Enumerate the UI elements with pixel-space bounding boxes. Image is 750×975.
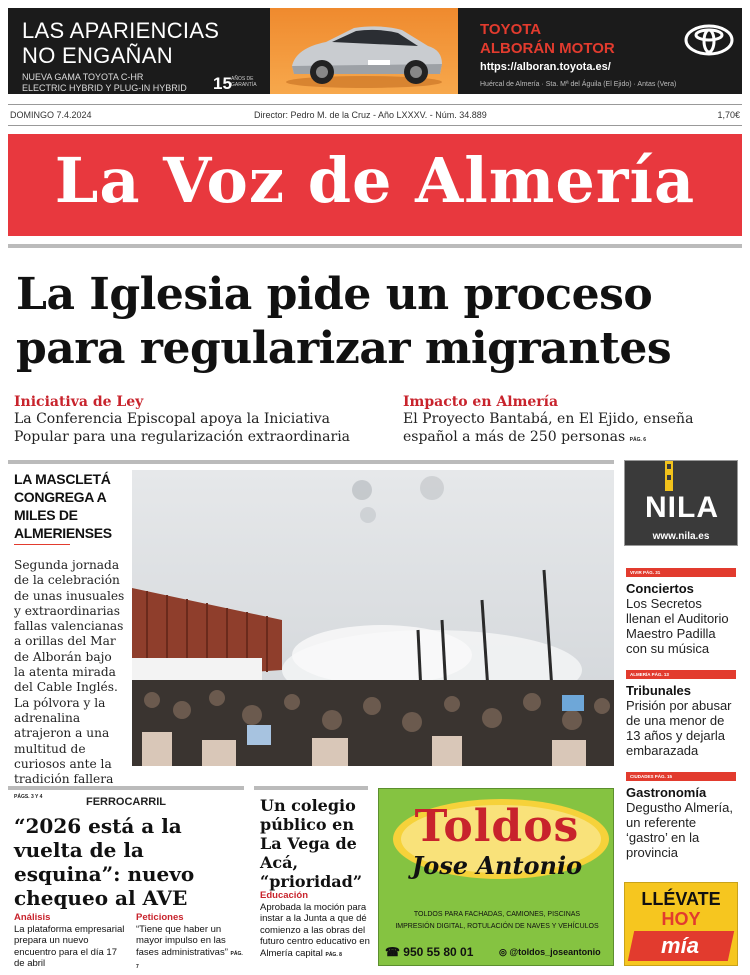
page-ref: PÁG. 8	[325, 951, 342, 958]
brief-head: Conciertos	[626, 581, 694, 596]
toldos-instagram: ◎ @toldos_joseantonio	[499, 947, 601, 957]
ferrocarril-subitem-right[interactable]	[136, 912, 246, 974]
brief-item[interactable]	[626, 568, 738, 656]
issue-info-bar	[8, 104, 742, 126]
colegio-headline[interactable]: Un colegio público en La Vega de Acá, “prioridad”	[260, 796, 363, 891]
kicker: Educación	[260, 890, 309, 901]
section-rule	[8, 786, 244, 790]
mascleta-body: Segunda jornada de la celebración de unas inusuales y extraordinarias fallas valencianas a orillas del Mar de Alborán bajo la atenta mirada del Cable Inglés. La pólvora y la adrenalina atrajeron a una multitud de curiosos ante la tradición fallera PÁGS. 3 Y 4	[14, 558, 125, 801]
instagram-icon: ◎	[499, 947, 507, 957]
issue-director: Director: Pedro M. de la Cruz - Año LXXXV. - Núm. 34.889	[254, 110, 487, 120]
toyota-logo-icon	[684, 24, 734, 61]
llevate-hoy-mia-promo[interactable]	[624, 882, 738, 966]
issue-date: DOMINGO 7.4.2024	[10, 110, 92, 120]
mascleta-headline[interactable]: LA MASCLETÁ CONGREGA A MILES DE ALMERIENSES	[14, 471, 112, 541]
toldos-phone: ☎ 950 55 80 01	[385, 945, 474, 959]
main-subitem-right[interactable]	[403, 394, 738, 449]
right-column-briefs	[626, 568, 738, 874]
brief-item[interactable]	[626, 670, 738, 758]
subitem-text: La plataforma empresarial prepara un nuevo encuentro para el día 17 de abril	[14, 923, 125, 969]
brief-text: Prisión por abusar de una menor de 13 años y dejarla embarazada	[626, 698, 732, 758]
masthead[interactable]	[8, 134, 742, 236]
accent-divider	[14, 544, 70, 545]
kicker: Iniciativa de Ley	[14, 394, 144, 410]
section-tag: CIUDADES PÁG. 15	[626, 772, 736, 781]
nila-logo-text: NILA	[645, 491, 719, 524]
brief-head: Tribunales	[626, 683, 692, 698]
nila-url: www.nila.es	[652, 531, 710, 542]
section-rule	[8, 460, 614, 464]
ferrocarril-headline[interactable]: “2026 está a la vuelta de la esquina”: nuevo chequeo al AVE	[14, 814, 195, 910]
section-rule	[254, 786, 368, 790]
subitem-text: El Proyecto Bantabá, en El Ejido, enseña español a más de 250 personas PÁG. 6	[403, 411, 694, 445]
kicker: Análisis	[14, 912, 51, 923]
kicker: Impacto en Almería	[403, 394, 559, 410]
dealer-locations: Huércal de Almería · Sta. Mª del Águila (El Ejido) · Antas (Vera)	[480, 81, 677, 88]
main-story[interactable]	[8, 244, 742, 452]
newspaper-title: La Voz de Almería	[54, 144, 696, 217]
toldos-subtitle: Jose Antonio	[411, 851, 583, 880]
toldos-title: Toldos	[414, 801, 580, 852]
brief-head: Gastronomía	[626, 785, 707, 800]
toyota-advertisement[interactable]	[8, 8, 742, 94]
mascleta-photo[interactable]	[132, 470, 614, 766]
ad-slogan: LAS APARIENCIAS NO ENGAÑAN	[22, 18, 220, 68]
page-ref: PÁG. 6	[629, 437, 647, 443]
dealer-url[interactable]: https://alboran.toyota.es/	[480, 61, 611, 73]
phone-icon: ☎	[385, 945, 400, 959]
section-tag: ALMERÍA PÁG. 13	[626, 670, 736, 679]
toldos-services: TOLDOS PARA FACHADAS, CAMIONES, PISCINAS IMPRESIÓN DIGITAL, ROTULACIÓN DE NAVES Y VEHÍCULOS	[395, 911, 599, 930]
brief-text: Degustho Almería, un referente ‘gastro’ en la provincia	[626, 800, 733, 860]
ferrocarril-subitem-left[interactable]	[14, 912, 130, 970]
issue-price: 1,70€	[717, 110, 740, 120]
promo-line1: LLÉVATE	[641, 889, 721, 909]
subitem-text: Aprobada la moción para instar a la Junta a que dé comienzo a las obras del futuro centro educativo en Almería capital PÁG. 8	[260, 901, 370, 959]
main-headline: La Iglesia pide un proceso para regularizar migrantes	[16, 269, 672, 374]
page-ref: PÁG. 7	[136, 950, 243, 970]
page-ref: PÁGS. 3 Y 4	[14, 794, 43, 801]
toldos-advertisement[interactable]	[378, 788, 614, 966]
subitem-text: La Conferencia Episcopal apoya la Iniciativa Popular para una regularización extraordinaria	[14, 411, 351, 445]
section-label: FERROCARRIL	[85, 796, 167, 808]
colegio-subitem[interactable]	[260, 890, 372, 961]
warranty-badge-number: 15	[213, 74, 232, 93]
ad-model-text: NUEVA GAMA TOYOTA C-HR ELECTRIC HYBRID Y PLUG-IN HYBRID	[22, 72, 187, 93]
main-subitem-left[interactable]	[14, 394, 384, 446]
brief-item[interactable]	[626, 772, 738, 860]
nila-advertisement[interactable]	[624, 460, 738, 546]
kicker: Peticiones	[136, 912, 184, 923]
dealer-name: TOYOTA ALBORÁN MOTOR	[480, 21, 615, 57]
brief-text: Los Secretos llenan el Auditorio Maestro Padilla con su música	[626, 596, 729, 656]
car-image	[270, 8, 458, 94]
promo-brand: mía	[661, 933, 699, 958]
section-tag: VIVIR PÁG. 31	[626, 568, 736, 577]
subitem-text: “Tiene que haber un mayor impulso en las fases administrativas” PÁG. 7	[136, 923, 243, 970]
promo-line2: HOY	[661, 909, 701, 929]
warranty-badge-text: AÑOS DE GARANTÍA	[231, 76, 257, 88]
